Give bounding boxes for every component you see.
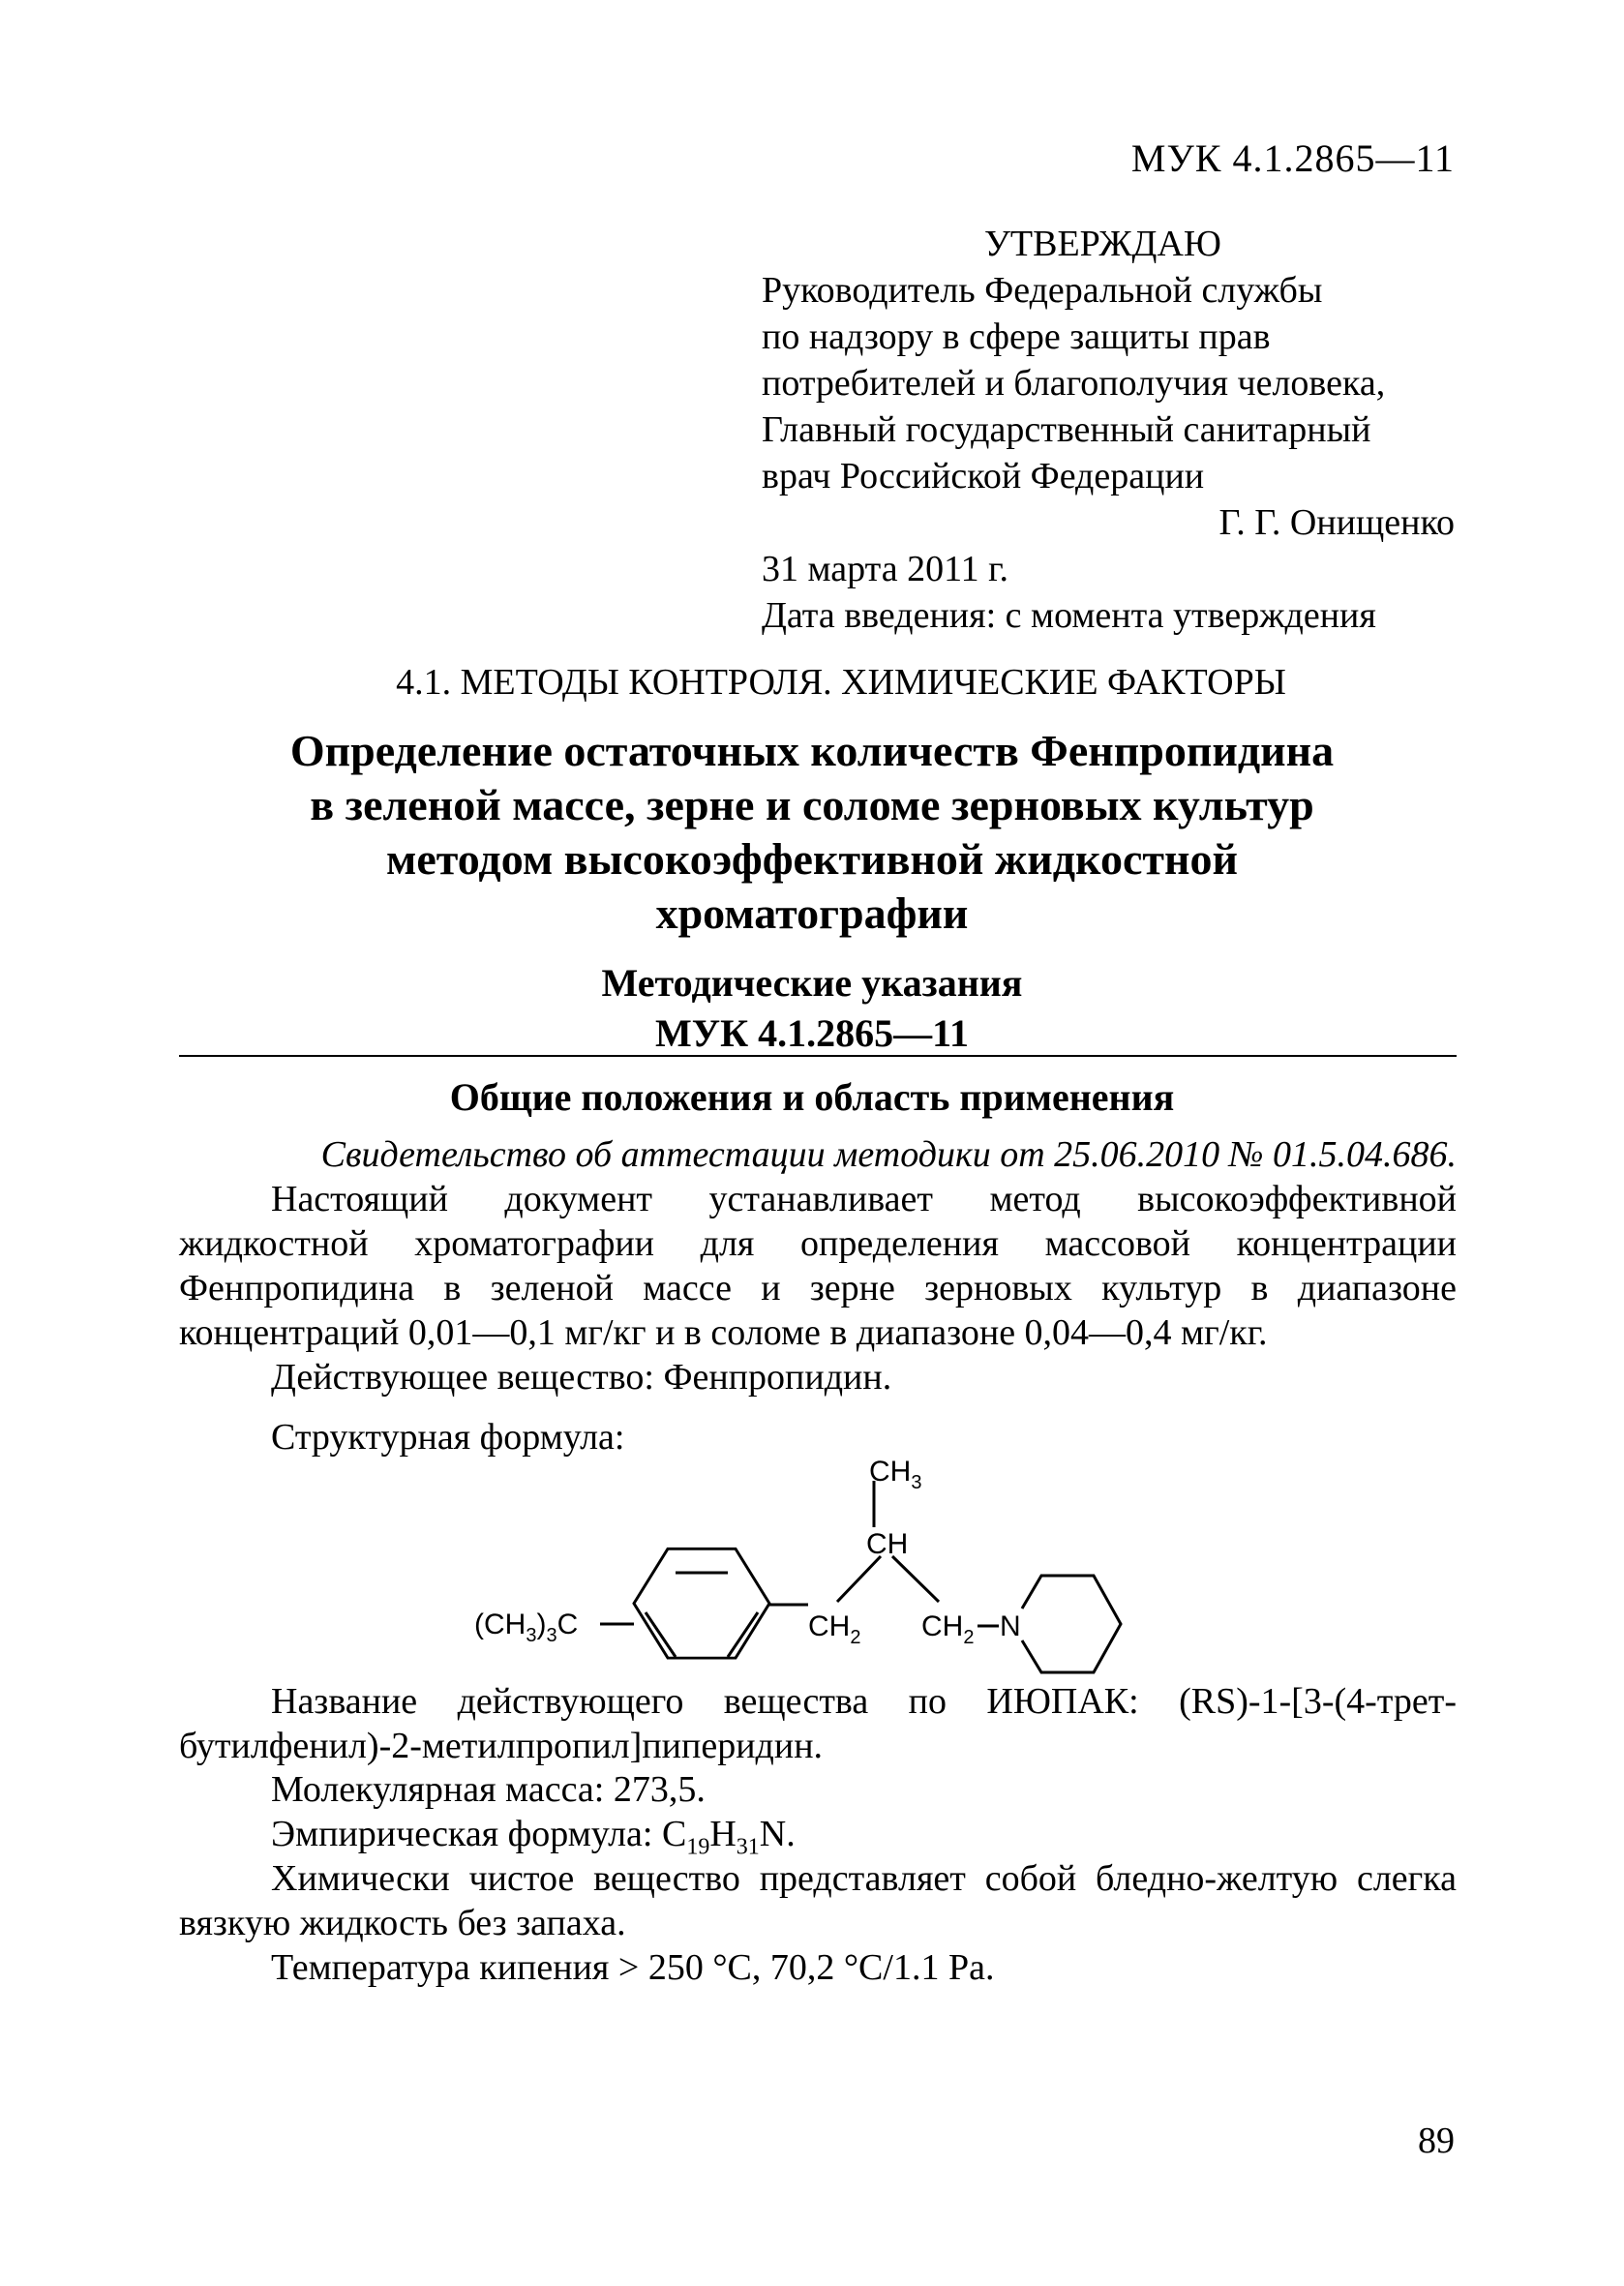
tert-butyl-group: $(CH_3)_3C$ (474, 1609, 579, 1646)
category-heading: 4.1. МЕТОДЫ КОНТРОЛЯ. ХИМИЧЕСКИЕ ФАКТОРЫ (396, 662, 1286, 703)
structural-formula (455, 1442, 1171, 1674)
active-substance: Действующее вещество: Фенпропидин. (271, 1357, 892, 1398)
document-title (0, 724, 1624, 941)
approval-line: по надзору в сфере защиты прав (762, 316, 1271, 357)
approval-title: УТВЕРЖДАЮ (984, 224, 1221, 264)
benzene-ring (634, 1549, 769, 1658)
molar-mass: Молекулярная масса: 273,5. (271, 1769, 706, 1810)
double-bond (728, 1612, 758, 1657)
page-number: 89 (1418, 2121, 1455, 2161)
divider (179, 1055, 1457, 1057)
approval-line: врач Российской Федерации (762, 456, 1205, 496)
subtitle-line: Методические указания (601, 961, 1023, 1005)
title-line: Определение остаточных количеств Фенпропидина (289, 726, 1335, 775)
approval-line: Главный государственный санитарный (762, 409, 1371, 450)
nitrogen-atom: N (1000, 1610, 1021, 1642)
approval-block (762, 221, 1459, 639)
bond-line (892, 1556, 939, 1602)
title-line: хроматографии (655, 888, 969, 938)
formula-label: Структурная формула: (271, 1417, 625, 1458)
ch2-group: $CH_2$ (921, 1610, 975, 1648)
empirical-formula: Эмпирическая формула: $C_{19}H_{31}N$. (271, 1814, 796, 1860)
approval-effective-date: Дата введения: с момента утверждения (762, 595, 1376, 636)
title-line: в зеленой массе, зерне и соломе зерновых культур (310, 780, 1314, 829)
ch3-group: $CH_3$ (869, 1456, 922, 1493)
certificate-note: Свидетельство об аттестации методики от 25.06.2010 № 01.5.04.686. (320, 1134, 1457, 1175)
subtitle-line: МУК 4.1.2865—11 (655, 1011, 969, 1055)
approval-line: потребителей и благополучия человека, (762, 363, 1386, 404)
piperidine-ring (1022, 1576, 1121, 1672)
approval-date: 31 марта 2011 г. (762, 549, 1008, 589)
iupac-name: Название действующего вещества по ИЮПАК: (RS)-1-[3-(4-трет-бутилфенил)-2-метилпропил]пиперидин. (179, 1681, 1457, 1766)
document-code: МУК 4.1.2865—11 (1130, 136, 1455, 180)
boiling-point: Температура кипения > 250 °C, 70,2 °C/1.1 Pa. (271, 1947, 995, 1988)
approval-signatory: Г. Г. Онищенко (1218, 502, 1455, 543)
approval-line: Руководитель Федеральной службы (762, 270, 1323, 311)
intro-paragraph: Настоящий документ устанавливает метод высокоэффективной жидкостной хроматографии для определения массовой концентрации Фенпропидина в зеленой массе и зерне зерновых культур в диапазоне концентраций 0,01—0,1 мг/кг и в соломе в диапазоне 0,04—0,4 мг/кг. (179, 1179, 1457, 1353)
substance-description: Химически чистое вещество представляет собой бледно-желтую слегка вязкую жидкость без запаха. (179, 1858, 1457, 1943)
ch-group: CH (866, 1528, 909, 1560)
ch2-group: $CH_2$ (808, 1610, 861, 1648)
title-line: методом высокоэффективной жидкостной (386, 834, 1238, 884)
section-heading: Общие положения и область применения (449, 1075, 1175, 1119)
double-bond (646, 1612, 676, 1657)
bond-line (837, 1556, 881, 1602)
document-subtitle (0, 958, 1624, 1059)
